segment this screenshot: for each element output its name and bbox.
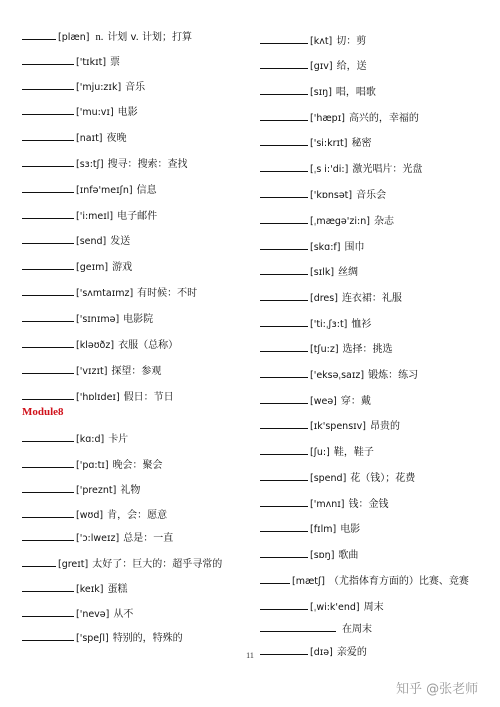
phonetic: [mætʃ] xyxy=(292,576,325,587)
meaning: 电影 xyxy=(340,524,361,535)
meaning: 给，送 xyxy=(336,61,367,72)
answer-blank[interactable] xyxy=(260,418,308,429)
answer-blank[interactable] xyxy=(260,290,308,301)
answer-blank[interactable] xyxy=(260,161,308,172)
vocab-row xyxy=(260,213,394,229)
vocab-row xyxy=(22,156,188,172)
meaning: 秘密 xyxy=(351,138,372,149)
answer-blank[interactable] xyxy=(260,239,308,250)
vocab-row xyxy=(260,418,400,434)
answer-blank[interactable] xyxy=(260,367,308,378)
meaning: 亲爱的 xyxy=(336,647,367,658)
answer-blank[interactable] xyxy=(260,573,290,584)
vocab-row xyxy=(22,285,197,301)
answer-blank[interactable] xyxy=(260,213,308,224)
answer-blank[interactable] xyxy=(22,606,74,617)
vocab-row xyxy=(260,547,358,563)
answer-blank[interactable] xyxy=(260,547,308,558)
vocab-row xyxy=(22,104,138,120)
phonetic: [tʃu:z] xyxy=(310,344,339,355)
meaning: 高兴的，幸福的 xyxy=(348,113,419,124)
vocab-row xyxy=(22,259,132,275)
vocab-row xyxy=(260,135,371,151)
vocab-row xyxy=(22,606,133,622)
vocab-row xyxy=(260,290,402,306)
answer-blank[interactable] xyxy=(260,496,308,507)
meaning: 假日：节日 xyxy=(123,392,174,403)
vocab-row xyxy=(22,389,174,405)
answer-blank[interactable] xyxy=(22,482,74,493)
meaning: 搜寻：搜索：查找 xyxy=(107,159,188,170)
answer-blank[interactable] xyxy=(22,507,74,518)
meaning: 周末 xyxy=(363,602,384,613)
vocab-row xyxy=(260,496,388,512)
meaning: 从不 xyxy=(113,609,134,620)
vocab-row xyxy=(260,58,367,74)
phonetic: ['i:meɪl] xyxy=(76,211,114,222)
meaning: 穿：戴 xyxy=(340,396,371,407)
meaning: 票 xyxy=(110,57,121,68)
vocab-row xyxy=(22,233,130,249)
meaning: 总是：一直 xyxy=(123,533,174,544)
vocab-row xyxy=(22,182,157,198)
phonetic: ['pɑ:tɪ] xyxy=(76,460,109,471)
phonetic: [kɑ:d] xyxy=(76,434,105,445)
part-of-speech: n. xyxy=(95,32,104,43)
vocab-row xyxy=(260,573,469,589)
answer-blank[interactable] xyxy=(22,208,74,219)
meaning: 花（钱）；花费 xyxy=(350,473,416,484)
answer-blank[interactable] xyxy=(22,389,74,400)
phonetic: [weə] xyxy=(310,396,337,407)
phonetic: [greɪt] xyxy=(58,559,89,570)
phonetic: [ˌmægə'zi:n] xyxy=(310,216,370,227)
answer-blank[interactable] xyxy=(22,581,74,592)
phonetic: ['mju:zɪk] xyxy=(76,82,122,93)
answer-blank[interactable] xyxy=(22,363,74,374)
vocab-row xyxy=(260,187,386,203)
phonetic: [kʌt] xyxy=(310,36,333,47)
phonetic: [ˌwi:k'end] xyxy=(310,602,360,613)
answer-blank[interactable] xyxy=(22,182,74,193)
phonetic: [spend] xyxy=(310,473,347,484)
vocab-row xyxy=(22,208,157,224)
phonetic: [gɪv] xyxy=(310,61,333,72)
meaning: 激光唱片：光盘 xyxy=(352,164,423,175)
meaning: 唱，唱歌 xyxy=(335,87,376,98)
phonetic: ['hɒlɪdeɪ] xyxy=(76,392,120,403)
meaning: 丝绸 xyxy=(338,267,359,278)
answer-blank[interactable] xyxy=(260,393,308,404)
phonetic: [ˌs i:'di:] xyxy=(310,164,349,175)
vocab-row xyxy=(260,367,418,383)
answer-blank[interactable] xyxy=(260,187,308,198)
phonetic: [send] xyxy=(76,236,107,247)
meaning: 昂贵的 xyxy=(370,421,401,432)
phonetic: ['speʃl] xyxy=(76,633,109,644)
phonetic: [fɪlm] xyxy=(310,524,337,535)
phonetic: [ɪnfə'meɪʃn] xyxy=(76,185,133,196)
vocab-row xyxy=(260,84,376,100)
answer-blank[interactable] xyxy=(22,530,74,541)
phonetic: [sɒŋ] xyxy=(310,550,335,561)
answer-blank[interactable] xyxy=(22,156,74,167)
answer-blank[interactable] xyxy=(260,599,308,610)
answer-blank[interactable] xyxy=(260,264,308,275)
phonetic: ['ɔ:lweɪz] xyxy=(76,533,120,544)
phonetic: [sɪlk] xyxy=(310,267,335,278)
meaning: 夜晚 xyxy=(106,133,127,144)
vocab-row xyxy=(260,444,374,460)
meaning: 衣服（总称） xyxy=(118,340,179,351)
vocab-row xyxy=(260,316,371,332)
answer-blank[interactable] xyxy=(22,233,74,244)
phonetic: ['hæpɪ] xyxy=(310,113,345,124)
answer-blank[interactable] xyxy=(260,58,308,69)
vocab-row xyxy=(22,556,222,572)
phonetic: ['sʌmtaɪmz] xyxy=(76,288,134,299)
meaning: 电影 xyxy=(117,107,138,118)
vocab-row xyxy=(260,161,422,177)
vocab-row xyxy=(22,581,127,597)
vocab-row xyxy=(22,337,178,353)
meaning: 在周末 xyxy=(342,624,372,635)
meaning: 锻炼：练习 xyxy=(368,370,419,381)
phonetic: [dɪə] xyxy=(310,647,333,658)
answer-blank[interactable] xyxy=(22,104,74,115)
phonetic: [skɑ:f] xyxy=(310,242,341,253)
vocab-row xyxy=(22,482,140,498)
meaning: 探望：参观 xyxy=(111,366,162,377)
answer-blank[interactable] xyxy=(260,470,308,481)
watermark: 知乎 @张老师 xyxy=(396,682,479,697)
answer-blank[interactable] xyxy=(22,311,74,322)
phonetic: [kləʊðz] xyxy=(76,340,115,351)
phonetic: ['mʌnɪ] xyxy=(310,499,345,510)
phonetic: [geɪm] xyxy=(76,262,109,273)
answer-blank[interactable] xyxy=(260,621,336,632)
meaning: 恤衫 xyxy=(351,319,372,330)
phonetic: ['si:krɪt] xyxy=(310,138,348,149)
answer-blank[interactable] xyxy=(260,316,308,327)
vocab-row xyxy=(260,264,358,280)
answer-blank[interactable] xyxy=(260,110,308,121)
answer-blank[interactable] xyxy=(22,457,74,468)
phonetic: ['nevə] xyxy=(76,609,110,620)
answer-blank[interactable] xyxy=(260,33,308,44)
vocab-row xyxy=(22,457,163,473)
phonetic: ['mu:vɪ] xyxy=(76,107,114,118)
phonetic: ['vɪzɪt] xyxy=(76,366,108,377)
meaning: 音乐 xyxy=(125,82,146,93)
vocab-row xyxy=(260,393,371,409)
vocab-row xyxy=(22,29,192,45)
meaning: 晚会：聚会 xyxy=(112,460,163,471)
answer-blank[interactable] xyxy=(22,29,56,40)
meaning: 音乐会 xyxy=(356,190,387,201)
meaning: 蛋糕 xyxy=(107,584,128,595)
meaning: 选择：挑选 xyxy=(342,344,393,355)
meaning: 歌曲 xyxy=(338,550,359,561)
vocab-row xyxy=(22,363,161,379)
vocab-row xyxy=(260,599,384,615)
answer-blank[interactable] xyxy=(260,521,308,532)
meaning: 鞋，鞋子 xyxy=(333,447,374,458)
meaning: 肯，会：愿意 xyxy=(107,510,168,521)
phonetic: [plæn] xyxy=(58,32,90,43)
vocab-row xyxy=(22,431,128,447)
answer-blank[interactable] xyxy=(22,431,74,442)
vocab-row xyxy=(22,507,167,523)
vocab-row xyxy=(22,530,173,546)
meaning: 有时候：不时 xyxy=(137,288,198,299)
phonetic: [naɪt] xyxy=(76,133,103,144)
meaning: 特别的，特殊的 xyxy=(112,633,183,644)
vocab-row xyxy=(260,470,415,486)
phonetic: [wʊd] xyxy=(76,510,104,521)
answer-blank[interactable] xyxy=(22,630,74,641)
vocab-row xyxy=(260,110,419,126)
module-heading: Module8 xyxy=(22,406,64,418)
page-number: 11 xyxy=(246,651,254,660)
vocab-row xyxy=(260,341,393,357)
meaning: 信息 xyxy=(136,185,157,196)
phonetic: [sɜ:tʃ] xyxy=(76,159,104,170)
answer-blank[interactable] xyxy=(260,341,308,352)
phonetic: [ʃu:] xyxy=(310,447,330,458)
vocab-row xyxy=(260,621,372,637)
answer-blank[interactable] xyxy=(22,285,74,296)
vocab-row xyxy=(22,79,145,95)
answer-blank[interactable] xyxy=(260,84,308,95)
vocab-row xyxy=(22,311,153,327)
meaning: 连衣裙：礼服 xyxy=(341,293,402,304)
phonetic: ['tɪkɪt] xyxy=(76,57,107,68)
answer-blank[interactable] xyxy=(22,556,56,567)
answer-blank[interactable] xyxy=(22,54,74,65)
meaning: 围巾 xyxy=(344,242,365,253)
meaning: 电子邮件 xyxy=(117,211,158,222)
phonetic: ['sɪnɪmə] xyxy=(76,314,120,325)
vocab-row xyxy=(260,521,360,537)
answer-blank[interactable] xyxy=(260,444,308,455)
meaning: 游戏 xyxy=(112,262,133,273)
phonetic: [dres] xyxy=(310,293,338,304)
vocab-row xyxy=(22,630,183,646)
vocab-row xyxy=(22,54,120,70)
meaning: （尤指体育方面的）比赛、竞赛 xyxy=(328,576,469,587)
meaning: 太好了：巨大的：超乎寻常的 xyxy=(92,559,223,570)
vocab-row xyxy=(22,130,127,146)
answer-blank[interactable] xyxy=(22,79,74,90)
meaning: 计划 v. 计划；打算 xyxy=(107,32,192,43)
phonetic: ['eksəˌsaɪz] xyxy=(310,370,365,381)
phonetic: ['kɒnsət] xyxy=(310,190,353,201)
meaning: 发送 xyxy=(110,236,131,247)
meaning: 礼物 xyxy=(120,485,141,496)
answer-blank[interactable] xyxy=(260,135,308,146)
answer-blank[interactable] xyxy=(22,337,74,348)
meaning: 切：剪 xyxy=(336,36,367,47)
phonetic: [ɪk'spensɪv] xyxy=(310,421,367,432)
meaning: 电影院 xyxy=(123,314,154,325)
meaning: 钱：金钱 xyxy=(348,499,389,510)
meaning: 卡片 xyxy=(108,434,129,445)
phonetic: [sɪŋ] xyxy=(310,87,332,98)
meaning: 杂志 xyxy=(373,216,394,227)
answer-blank[interactable] xyxy=(22,130,74,141)
vocab-row xyxy=(260,33,366,49)
phonetic: [keɪk] xyxy=(76,584,104,595)
phonetic: ['preznt] xyxy=(76,485,117,496)
phonetic: ['ti:ˌʃɜ:t] xyxy=(310,319,348,330)
answer-blank[interactable] xyxy=(22,259,74,270)
vocab-row xyxy=(260,239,364,255)
